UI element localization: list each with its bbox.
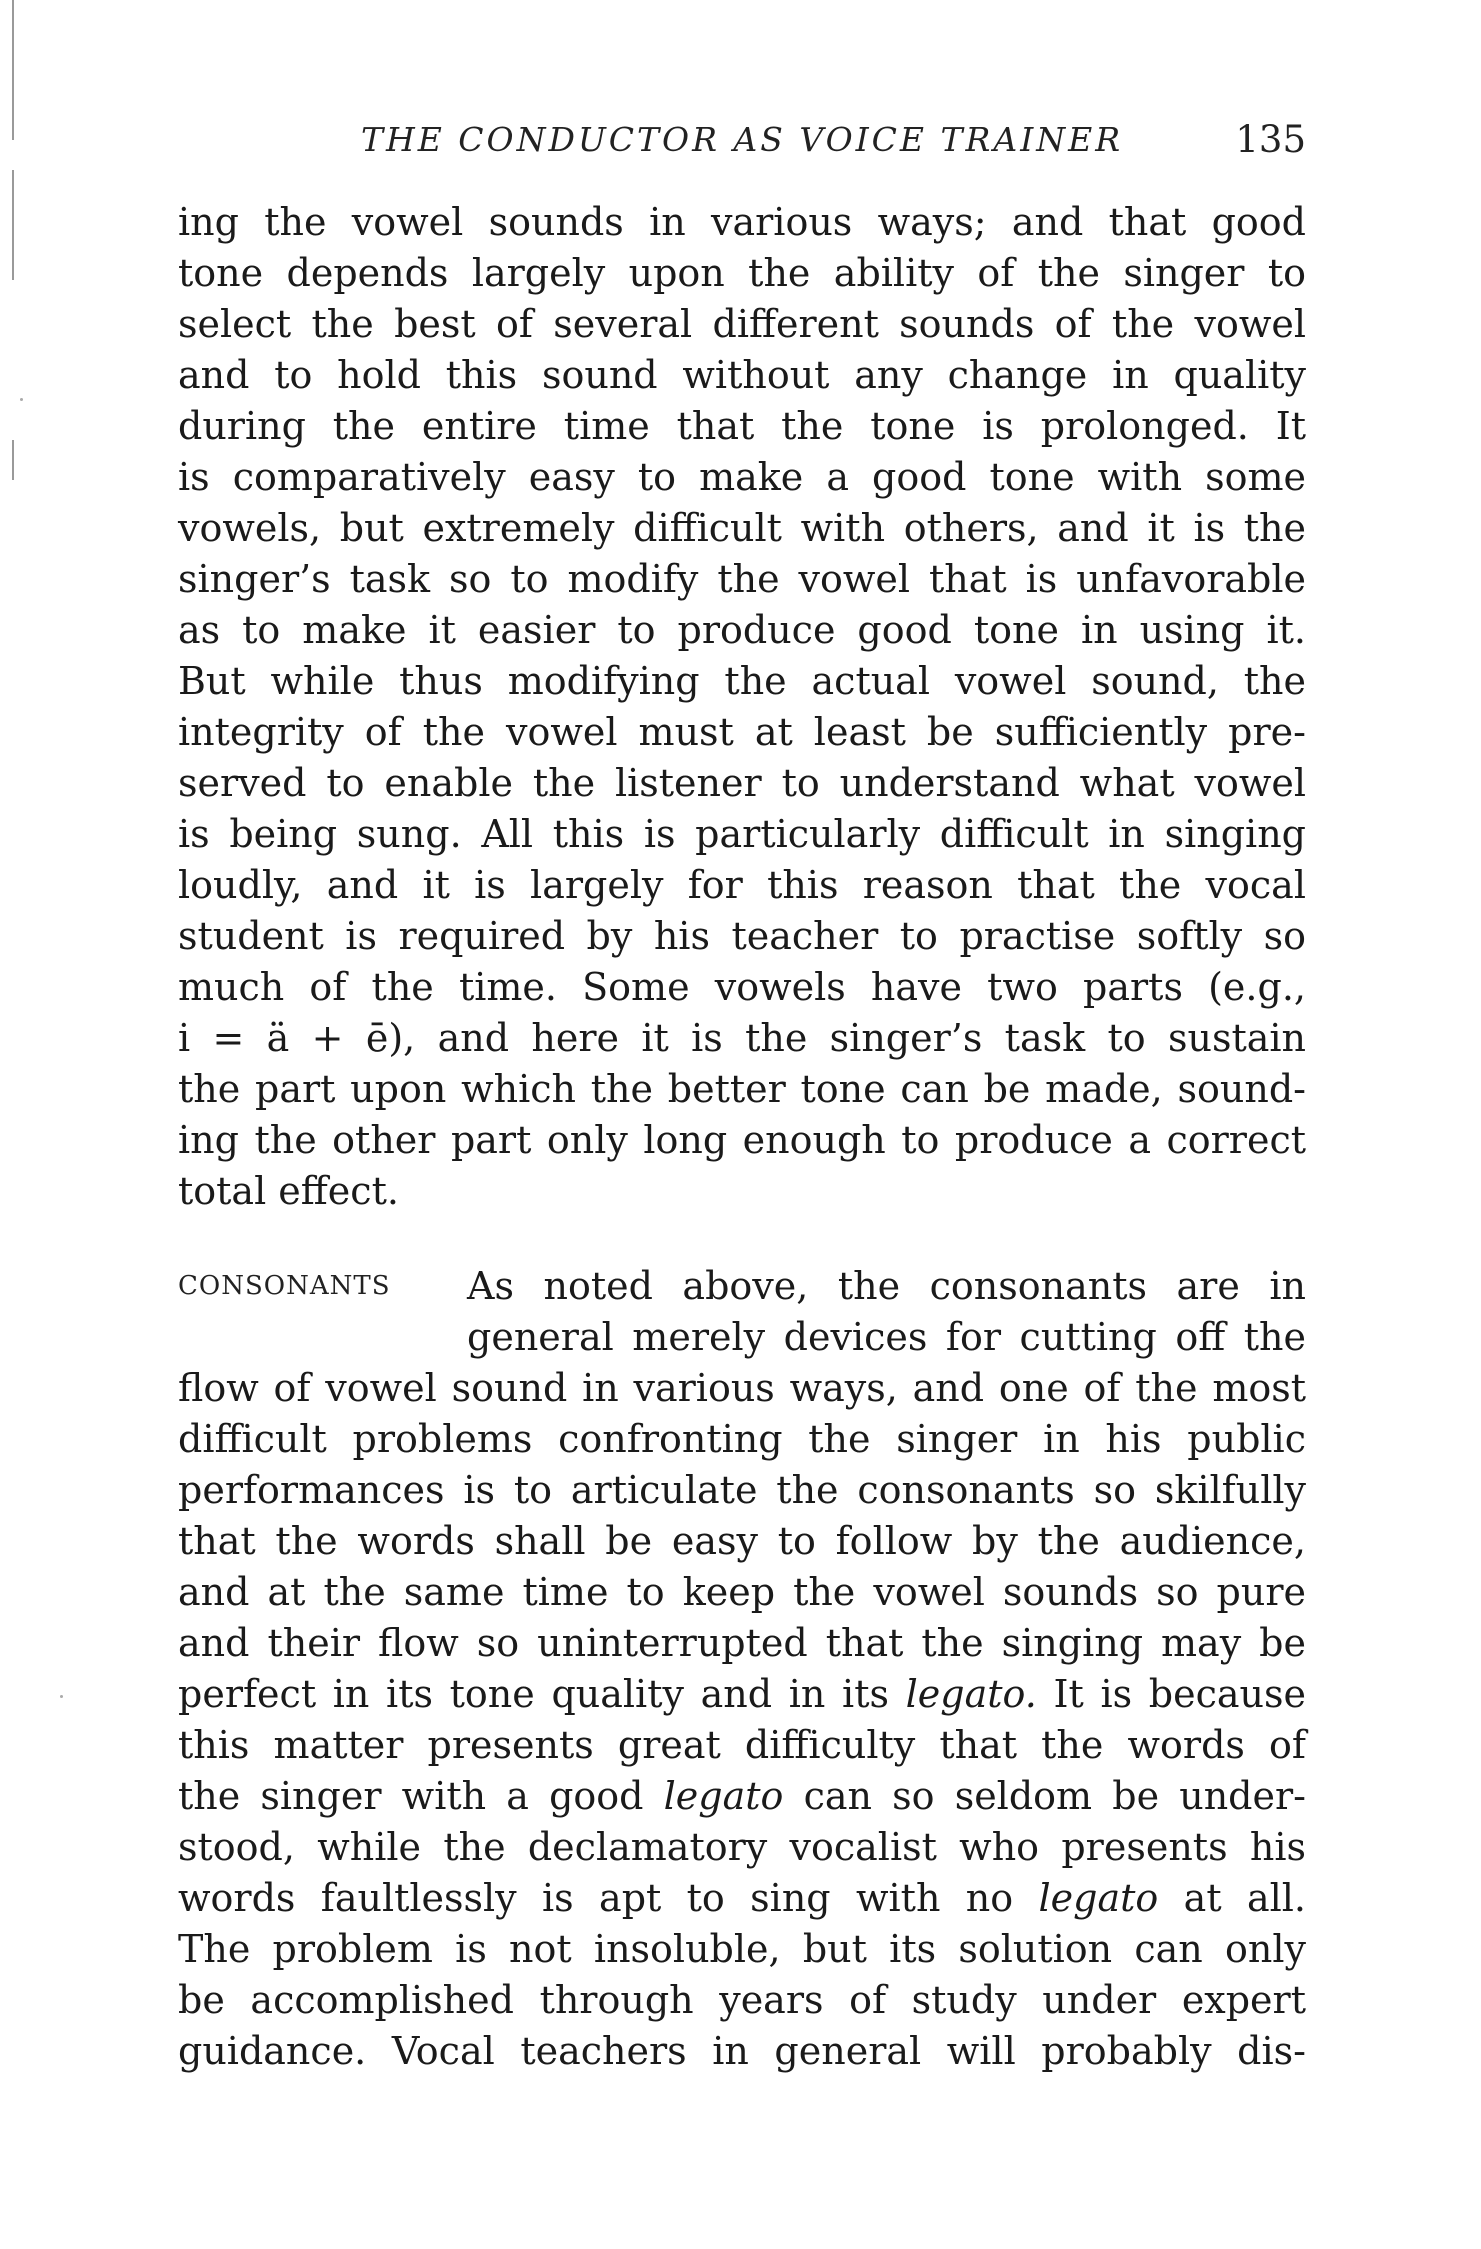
text-line: difficult problems confronting the singer in his public xyxy=(178,1417,1306,1461)
text-line: total effect. xyxy=(178,1169,399,1213)
text-line: much of the time. Some vowels have two parts (e.g., xyxy=(178,965,1306,1009)
text-run: the singer with a good xyxy=(178,1774,664,1818)
text-run: at all. xyxy=(1158,1876,1306,1920)
text-line: during the entire time that the tone is prolonged. It xyxy=(178,404,1306,448)
italic-term: legato. xyxy=(905,1672,1037,1716)
text-line: be accomplished through years of study under expert xyxy=(178,1978,1306,2022)
scan-edge-mark xyxy=(12,170,14,280)
text-line: i = ä + ē), and here it is the singer’s task to sustain xyxy=(178,1016,1306,1060)
running-header xyxy=(178,112,1306,172)
text-line: singer’s task so to modify the vowel that is unfavorable xyxy=(178,557,1306,601)
text-line: served to enable the listener to understand what vowel xyxy=(178,761,1306,805)
italic-term: legato xyxy=(663,1774,784,1818)
text-line: vowels, but extremely difficult with others, and it is the xyxy=(178,506,1306,550)
text-line: and to hold this sound without any change in quality xyxy=(178,353,1306,397)
scan-edge-mark xyxy=(12,0,14,140)
text-line: tone depends largely upon the ability of the singer to xyxy=(178,251,1306,295)
text-line: that the words shall be easy to follow by the audience, xyxy=(178,1519,1306,1563)
text-run: perfect in its tone quality and in its xyxy=(178,1672,906,1716)
text-line: and at the same time to keep the vowel sounds so pure xyxy=(178,1570,1306,1614)
text-run: words faultlessly is apt to sing with no xyxy=(178,1876,1039,1920)
text-line: and their flow so uninterrupted that the singing may be xyxy=(178,1621,1306,1665)
italic-term: legato xyxy=(1038,1876,1159,1920)
text-line xyxy=(178,1772,1306,1820)
text-line: performances is to articulate the consonants so skilfully xyxy=(178,1468,1306,1512)
scan-speck xyxy=(20,398,23,401)
text-line xyxy=(178,1670,1306,1718)
text-line: loudly, and it is largely for this reason that the vocal xyxy=(178,863,1306,907)
text-line: select the best of several different sounds of the vowel xyxy=(178,302,1306,346)
text-line: this matter presents great difficulty that the words of xyxy=(178,1723,1306,1767)
running-title: THE CONDUCTOR AS VOICE TRAINER xyxy=(360,120,1124,159)
text-line: The problem is not insoluble, but its solution can only xyxy=(178,1927,1306,1971)
page-number: 135 xyxy=(1235,118,1306,161)
text-line: ing the other part only long enough to produce a correct xyxy=(178,1118,1306,1162)
text-line: But while thus modifying the actual vowel sound, the xyxy=(178,659,1306,703)
text-run: It is because xyxy=(1036,1672,1306,1716)
text-line xyxy=(178,1874,1306,1922)
side-heading-consonants: CONSONANTS xyxy=(178,1271,391,1301)
text-line: the part upon which the better tone can be made, sound- xyxy=(178,1067,1306,1111)
scan-edge-mark xyxy=(12,440,14,480)
text-line: integrity of the vowel must at least be sufficiently pre- xyxy=(178,710,1306,754)
text-line: student is required by his teacher to practise softly so xyxy=(178,914,1306,958)
text-line: is comparatively easy to make a good tone with some xyxy=(178,455,1306,499)
text-line: as to make it easier to produce good tone in using it. xyxy=(178,608,1306,652)
text-line: As noted above, the consonants are in xyxy=(467,1264,1306,1308)
text-line: flow of vowel sound in various ways, and one of the most xyxy=(178,1366,1306,1410)
text-line: general merely devices for cutting off the xyxy=(467,1315,1306,1359)
text-line: is being sung. All this is particularly difficult in singing xyxy=(178,812,1306,856)
scan-speck xyxy=(60,1695,63,1698)
text-line: stood, while the declamatory vocalist who presents his xyxy=(178,1825,1306,1869)
text-run: can so seldom be under- xyxy=(783,1774,1306,1818)
text-line: guidance. Vocal teachers in general will probably dis- xyxy=(178,2029,1306,2073)
text-line: ing the vowel sounds in various ways; and that good xyxy=(178,200,1306,244)
